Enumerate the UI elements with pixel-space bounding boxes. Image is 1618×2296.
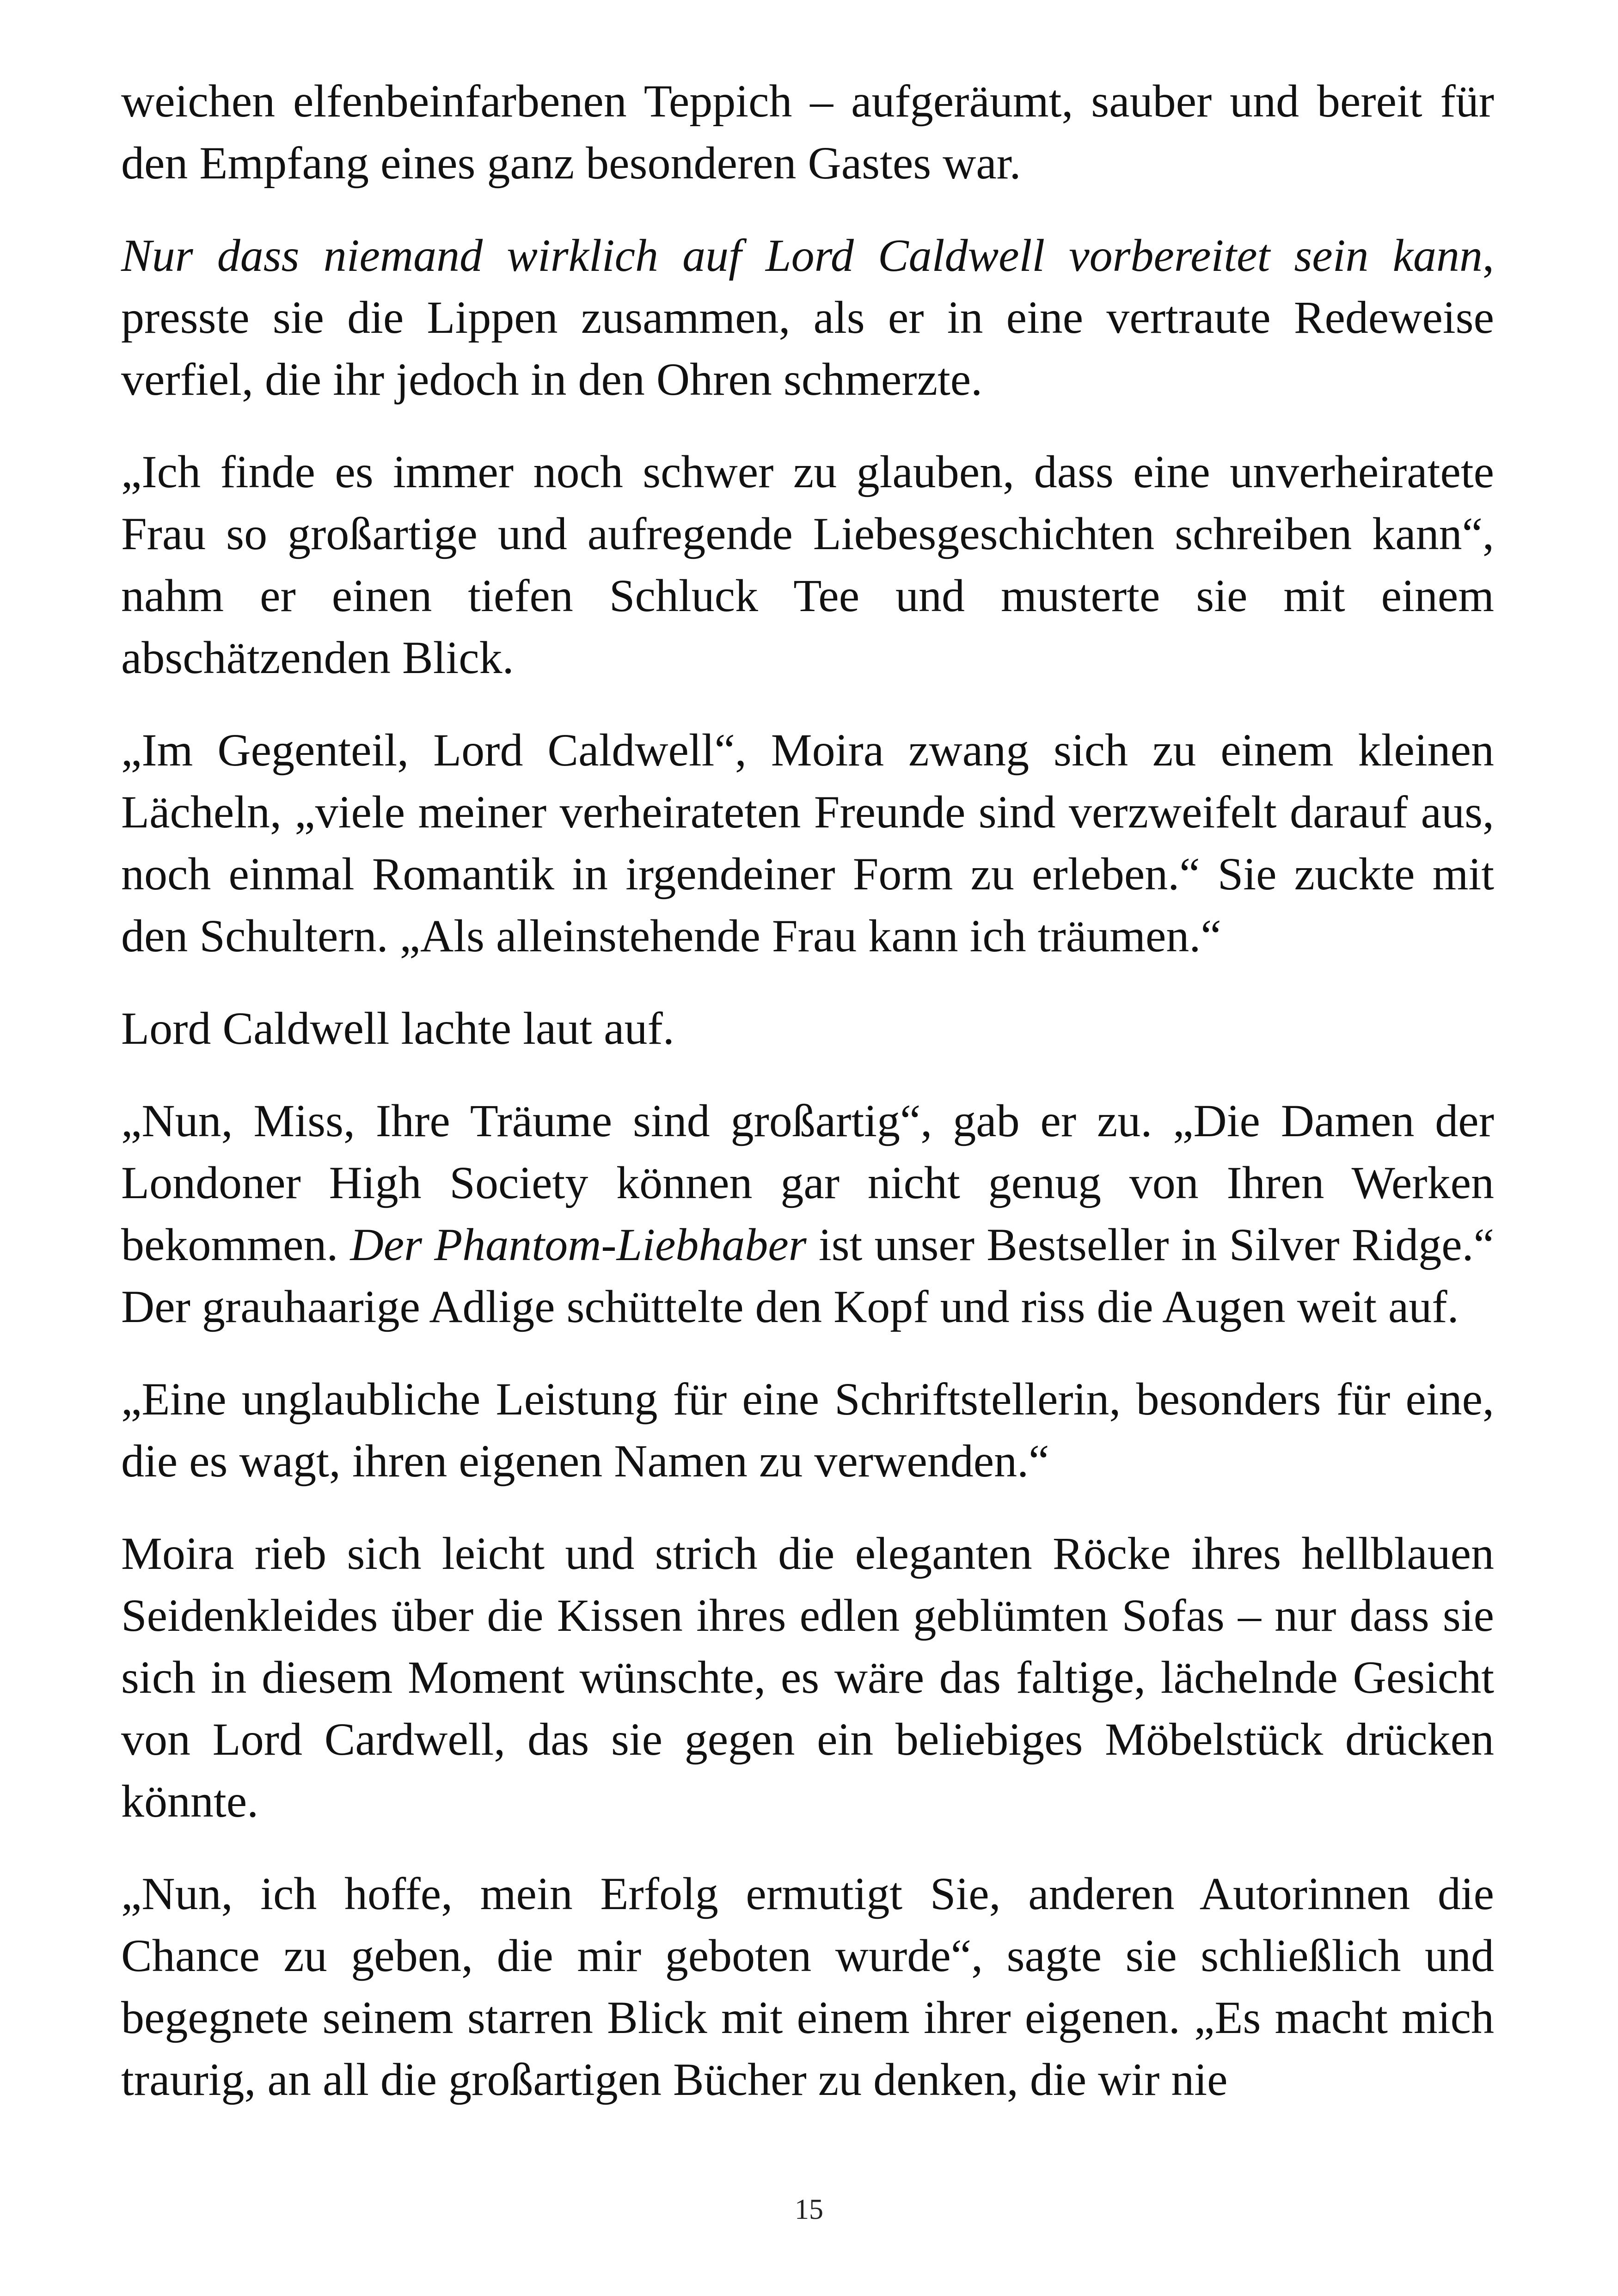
paragraph-italic-text: Nur dass niemand wirklich auf Lord Caldwell vorbereitet sein kann	[121, 230, 1483, 281]
paragraph-text: Lord Caldwell lachte laut auf.	[121, 1003, 674, 1054]
page-number: 15	[795, 2194, 823, 2225]
paragraph-text: , presste sie die Lippen zusammen, als er in eine vertraute Redeweise verfiel, die ihr jedoch in den Ohren schmerzte.	[121, 230, 1494, 405]
paragraph-text: weichen elfenbeinfarbenen Teppich – aufgeräumt, sauber und bereit für den Empfang eines ganz besonderen Gastes war.	[121, 75, 1494, 189]
paragraph	[121, 441, 1494, 689]
paragraph-text: ist unser Bestseller in Silver Ridge.“ Der grauhaarige Adlige schüttelte den Kopf und riss die Augen weit auf.	[121, 1219, 1494, 1332]
paragraph	[121, 1368, 1494, 1492]
paragraph-text: „Nun, ich hoffe, mein Erfolg ermutigt Sie, anderen Autorinnen die Chance zu geben, die mir geboten wurde“, sagte sie schließlich und begegnete seinem starren Blick mit einem ihrer eigenen. „Es macht mich traurig, an all die großartigen Bücher zu denken, die wir nie	[121, 1868, 1494, 2105]
paragraph	[121, 1090, 1494, 1338]
book-title-italic: Der Phantom-Liebhaber	[350, 1219, 807, 1270]
paragraph-text: „Im Gegenteil, Lord Caldwell“, Moira zwang sich zu einem kleinen Lächeln, „viele meiner verheirateten Freunde sind verzweifelt darauf aus, noch einmal Romantik in irgendeiner Form zu erleben.“ Sie zuckte mit den Schultern. „Als alleinstehende Frau kann ich träumen.“	[121, 724, 1494, 961]
paragraph-text: Moira rieb sich leicht und strich die eleganten Röcke ihres hellblauen Seidenkleides über die Kissen ihres edlen geblümten Sofas – nur dass sie sich in diesem Moment wünschte, es wäre das faltige, lächelnde Gesicht von Lord Cardwell, das sie gegen ein beliebiges Möbelstück drücken könnte.	[121, 1528, 1494, 1827]
paragraph	[121, 719, 1494, 967]
paragraph	[121, 1863, 1494, 2111]
paragraph	[121, 70, 1494, 194]
paragraph-text: „Nun, Miss, Ihre Träume sind großartig“, gab er zu. „Die Damen der Londoner High Society können gar nicht genug von Ihren Werken bekommen.	[121, 1095, 1494, 1270]
page-body	[121, 70, 1494, 2141]
paragraph	[121, 225, 1494, 410]
paragraph	[121, 1523, 1494, 1832]
paragraph-text: „Eine unglaubliche Leistung für eine Schriftstellerin, besonders für eine, die es wagt, ihren eigenen Namen zu verwenden.“	[121, 1373, 1494, 1487]
paragraph	[121, 998, 1494, 1059]
paragraph-text: „Ich finde es immer noch schwer zu glauben, dass eine unverheiratete Frau so großartige und aufregende Liebesgeschichten schreiben kann“, nahm er einen tiefen Schluck Tee und musterte sie mit einem abschätzenden Blick.	[121, 446, 1494, 683]
